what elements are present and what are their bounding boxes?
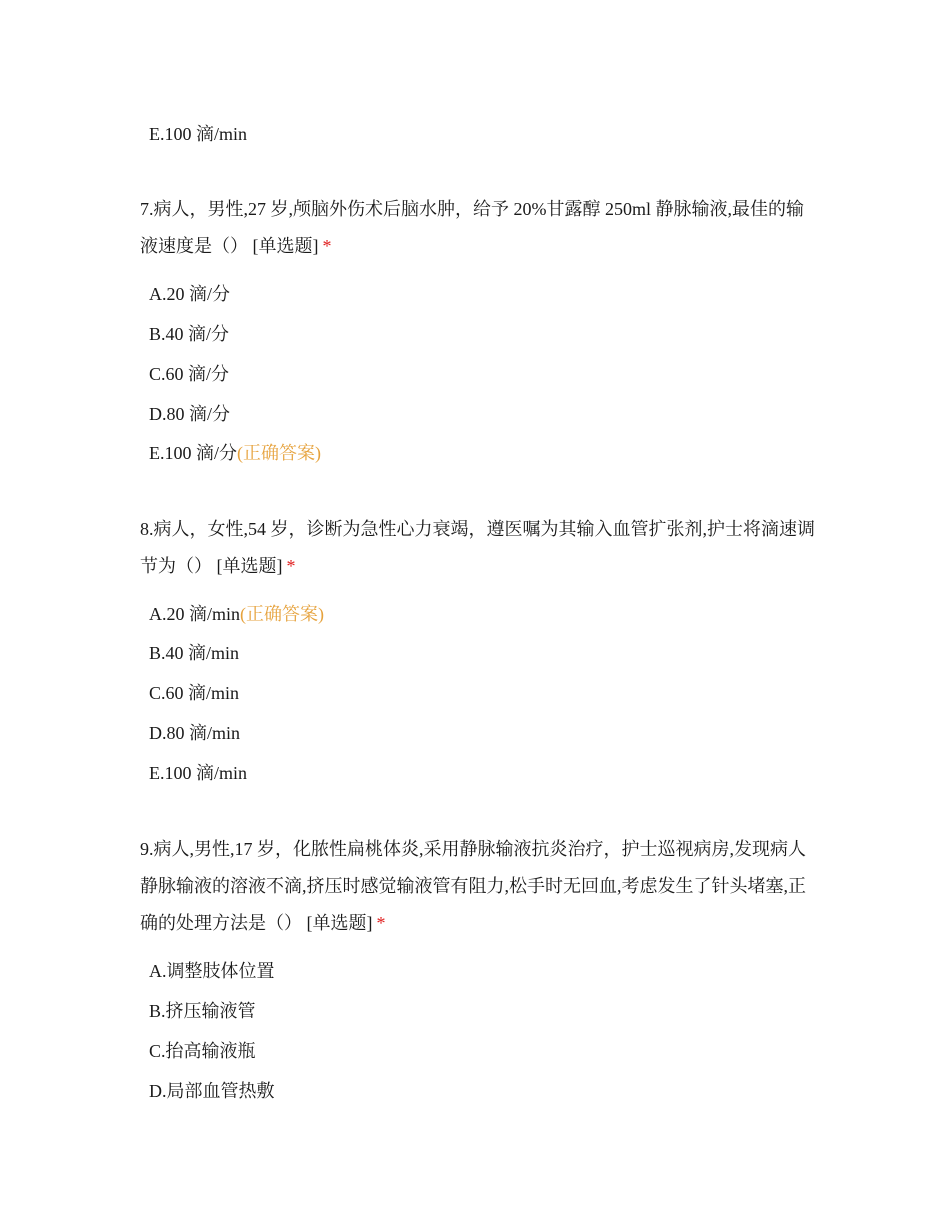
q7-option-a[interactable] bbox=[149, 282, 230, 306]
correct-answer-note: (正确答案) bbox=[240, 604, 325, 624]
question-stem: 8.病人，女性,54 岁，诊断为急性心力衰竭，遵医嘱为其输入血管扩张剂,护士将滴速调节为（） [单选题] bbox=[140, 519, 815, 576]
question-9 bbox=[140, 831, 820, 942]
option-label: D.局部血管热敷 bbox=[149, 1081, 275, 1101]
q9-option-d[interactable] bbox=[149, 1079, 275, 1103]
q8-option-e[interactable] bbox=[149, 761, 247, 785]
question-8 bbox=[140, 511, 820, 585]
question-stem: 7.病人，男性,27 岁,颅脑外伤术后脑水肿，给予 20%甘露醇 250ml 静脉输液,最佳的输液速度是（） [单选题] bbox=[140, 199, 804, 256]
q9-option-a[interactable] bbox=[149, 959, 275, 983]
question-7 bbox=[140, 191, 820, 265]
q7-option-e[interactable] bbox=[149, 441, 321, 465]
option-label: B.40 滴/分 bbox=[149, 324, 230, 344]
option-label: B.挤压输液管 bbox=[149, 1001, 256, 1021]
q9-option-b[interactable] bbox=[149, 999, 256, 1023]
correct-answer-note: (正确答案) bbox=[237, 443, 321, 463]
option-label: C.抬高输液瓶 bbox=[149, 1041, 256, 1061]
q8-option-b[interactable] bbox=[149, 641, 239, 665]
required-mark: * bbox=[376, 913, 386, 933]
option-label: E.100 滴/分 bbox=[149, 443, 237, 463]
required-mark: * bbox=[286, 556, 296, 576]
q7-option-d[interactable] bbox=[149, 402, 230, 426]
option-label: A.20 滴/分 bbox=[149, 284, 230, 304]
q7-option-b[interactable] bbox=[149, 322, 229, 346]
q7-option-c[interactable] bbox=[149, 362, 229, 386]
option-label: C.60 滴/min bbox=[149, 683, 240, 703]
option-label: B.40 滴/min bbox=[149, 643, 240, 663]
option-label: A.调整肢体位置 bbox=[149, 961, 275, 981]
q9-option-c[interactable] bbox=[149, 1039, 256, 1063]
option-label: C.60 滴/分 bbox=[149, 364, 230, 384]
option-prev-e[interactable] bbox=[149, 122, 247, 146]
option-label: D.80 滴/分 bbox=[149, 404, 230, 424]
q8-option-a[interactable] bbox=[149, 602, 324, 626]
question-stem: 9.病人,男性,17 岁，化脓性扁桃体炎,采用静脉输液抗炎治疗，护士巡视病房,发现病人静脉输液的溶液不滴,挤压时感觉输液管有阻力,松手时无回血,考虑发生了针头堵塞,正确的处理方法是（） [单选题] bbox=[140, 839, 806, 933]
q8-option-d[interactable] bbox=[149, 721, 240, 745]
option-label: E.100 滴/min bbox=[149, 763, 247, 783]
option-label: D.80 滴/min bbox=[149, 723, 241, 743]
option-label: A.20 滴/min bbox=[149, 604, 241, 624]
option-label: E.100 滴/min bbox=[149, 124, 247, 144]
q8-option-c[interactable] bbox=[149, 681, 239, 705]
required-mark: * bbox=[322, 236, 332, 256]
